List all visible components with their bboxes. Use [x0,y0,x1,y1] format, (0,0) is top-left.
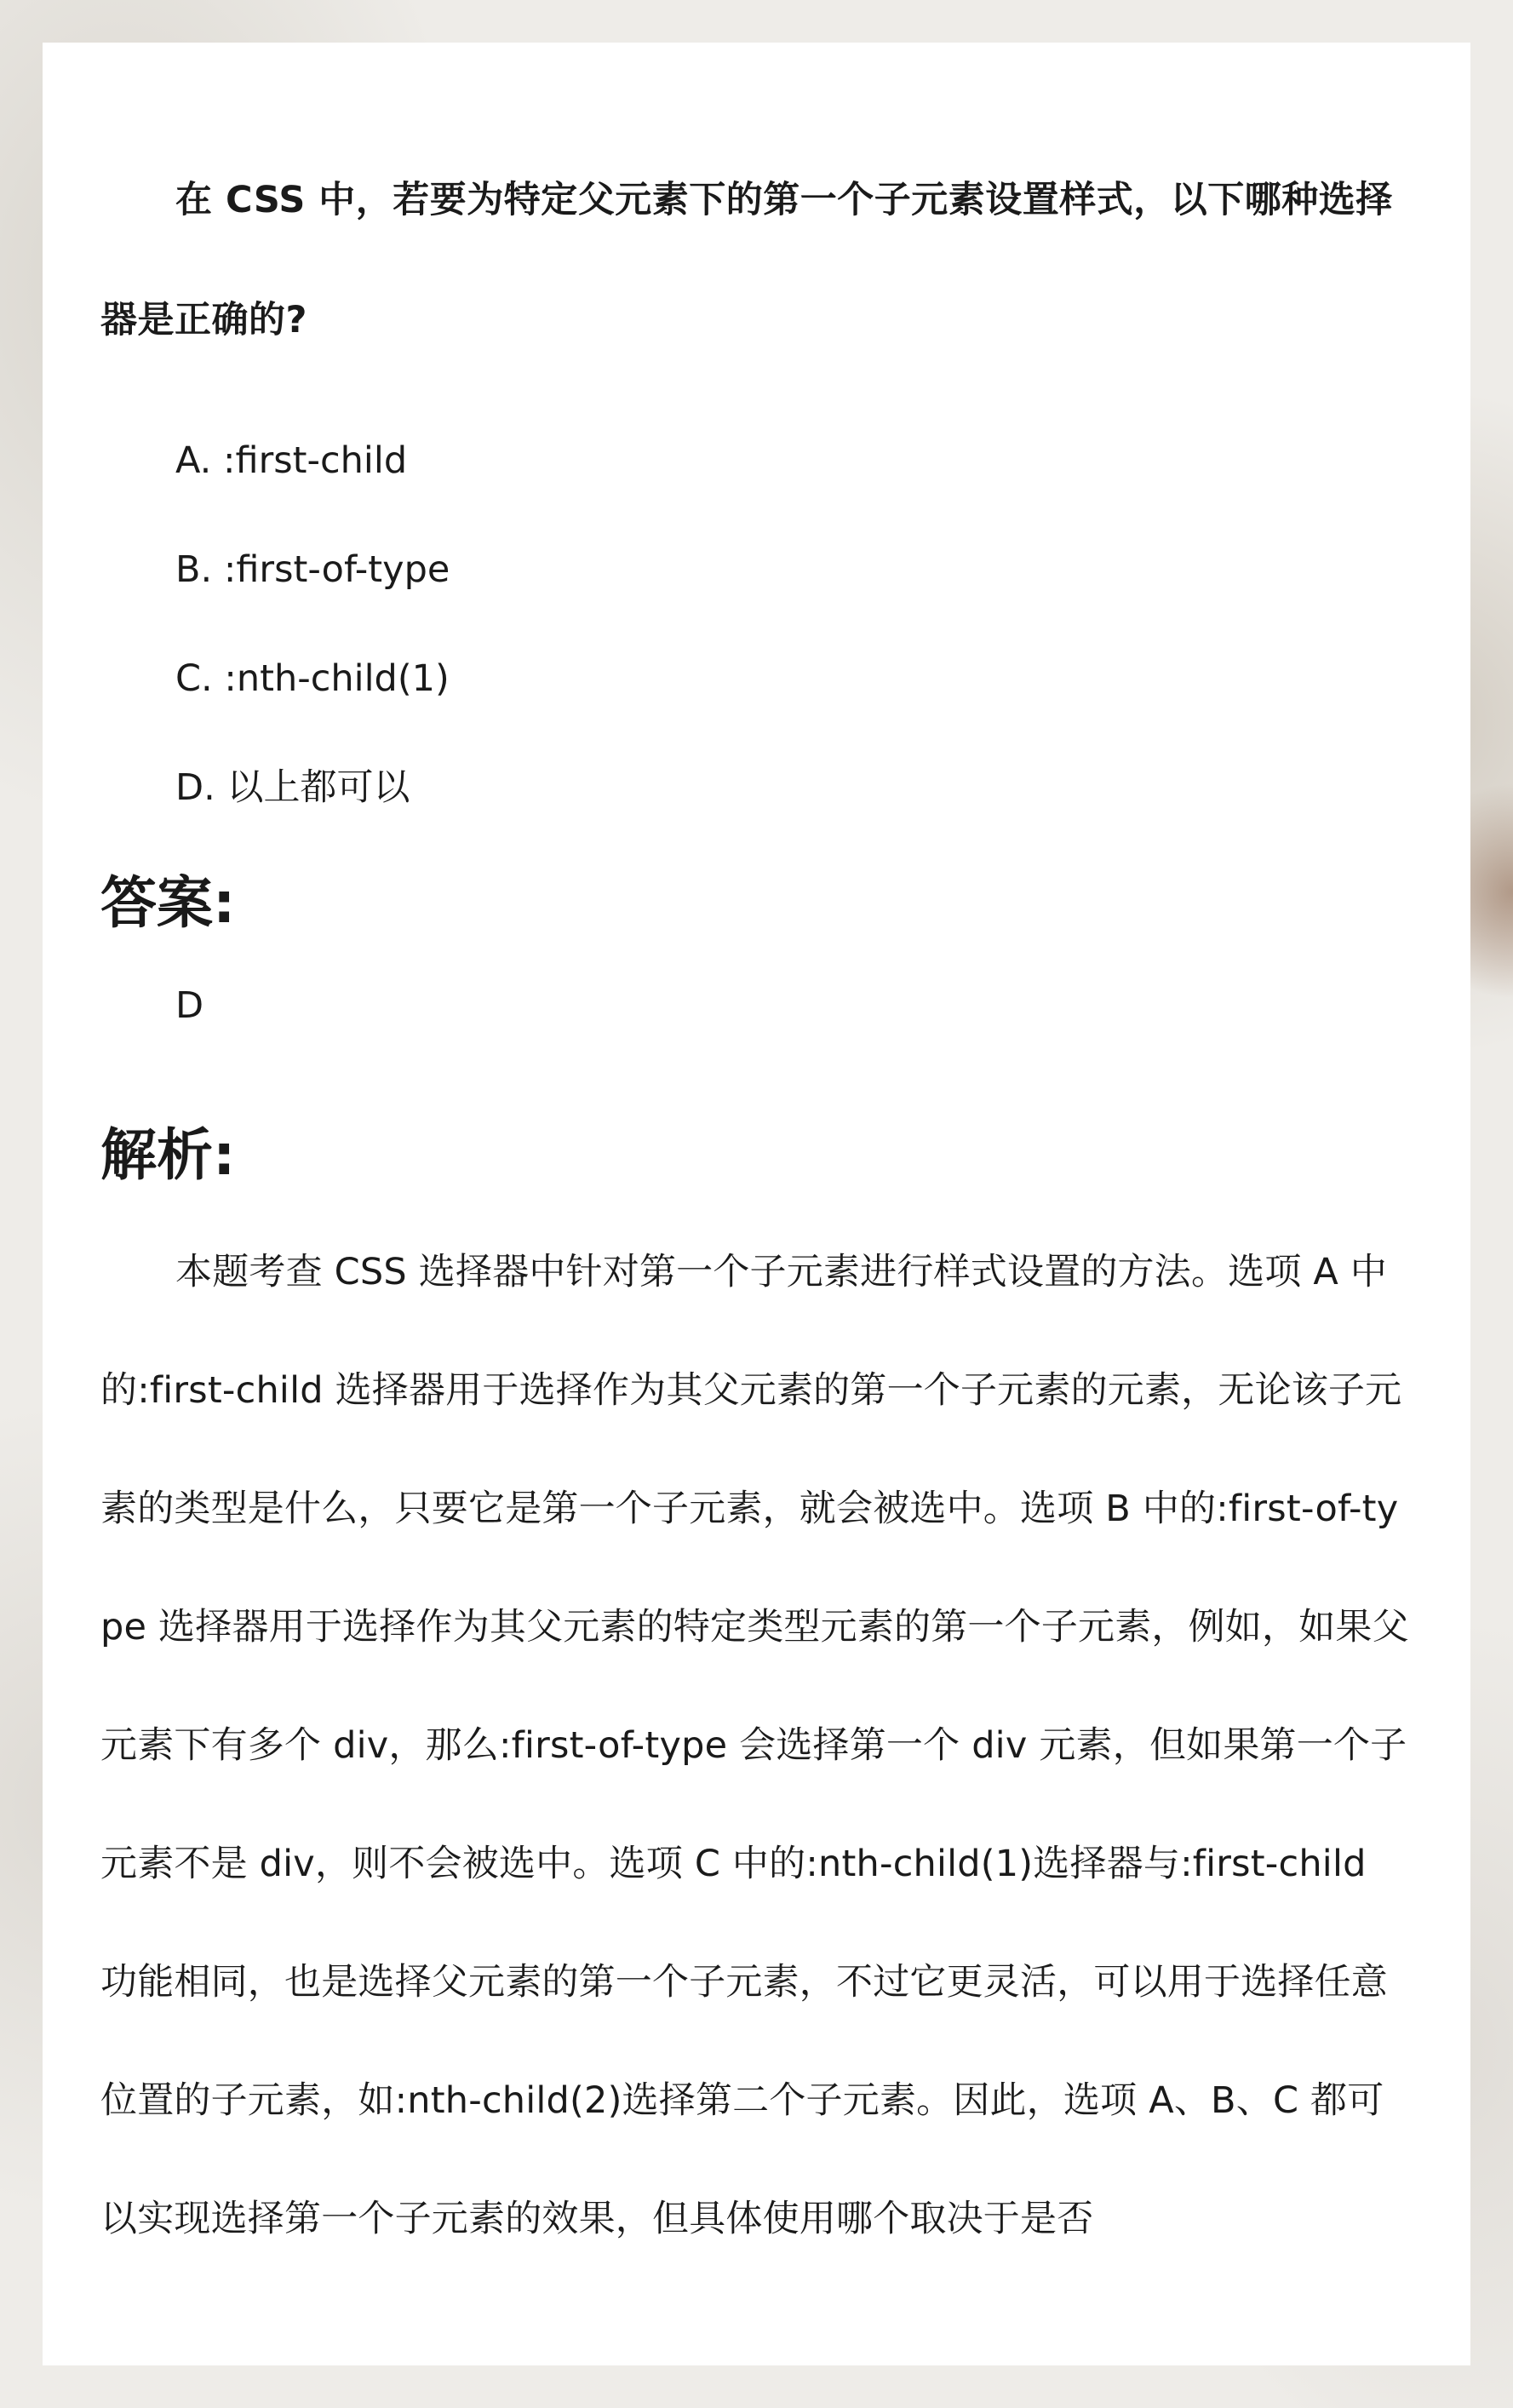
analysis-text: 本题考查 CSS 选择器中针对第一个子元素进行样式设置的方法。选项 A 中的:first-child 选择器用于选择作为其父元素的第一个子元素的元素，无论该子元素的类型是什么，只要它是第一个子元素，就会被选中。选项 B 中的:first-of-type 选择器用于选择作为其父元素的特定类型元素的第一个子元素，例如，如果父元素下有多个 div，那么:first-of-type 会选择第一个 div 元素，但如果第一个子元素不是 div，则不会被选中。选项 C 中的:nth-child(1)选择器与:first-child 功能相同，也是选择父元素的第一个子元素，不过它更灵活，可以用于选择任意位置的子元素，如:nth-child(2)选择第二个子元素。因此，选项 A、B、C 都可以实现选择第一个子元素的效果，但具体使用哪个取决于是否 [100,1251,1409,2240]
answer-heading: 答案: [100,870,236,936]
option-c: C. :nth-child(1) [175,657,450,700]
answer-value: D [175,984,204,1027]
option-b: B. :first-of-type [175,548,450,591]
option-d: D. 以上都可以 [175,766,410,809]
analysis-heading: 解析: [100,1122,236,1188]
question-card [43,43,1470,2365]
options-list [100,406,1411,842]
question-text: 在 CSS 中，若要为特定父元素下的第一个子元素设置样式，以下哪种选择器是正确的? [100,179,1393,341]
option-a: A. :first-child [175,439,408,482]
